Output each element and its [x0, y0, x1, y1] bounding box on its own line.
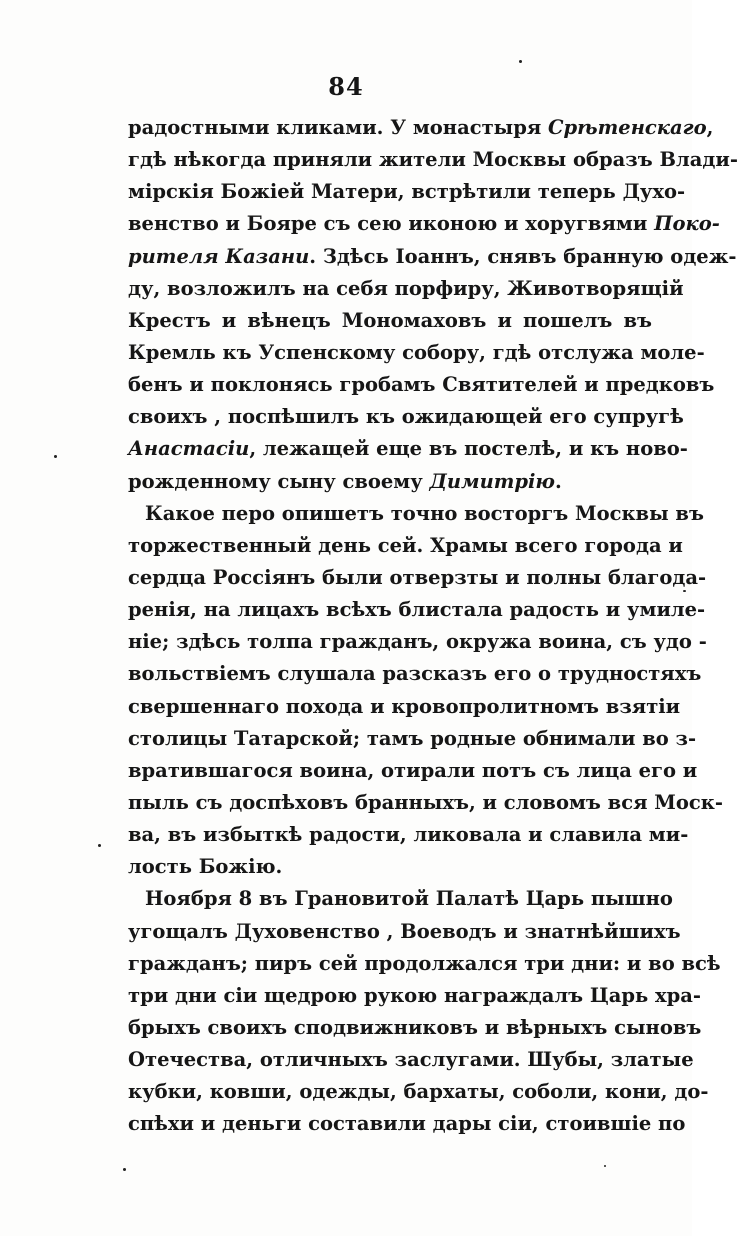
text-line: [128, 498, 704, 530]
text-run: свершеннаго похода и кровопролитномъ взятіи: [128, 694, 681, 718]
text-run: сердца Россіянъ были отверзты и полны благода-: [128, 565, 707, 589]
body-text: [128, 112, 738, 1141]
print-speck: [98, 844, 101, 847]
text-line: [128, 723, 697, 755]
italic-run: Димитрію: [429, 469, 555, 493]
text-line: [128, 176, 686, 208]
text-line: [128, 144, 738, 176]
text-run: брыхъ своихъ сподвижниковъ и вѣрныхъ сыновъ: [128, 1015, 702, 1039]
text-line: [128, 916, 681, 948]
print-speck: [54, 455, 57, 458]
page-number: 84: [328, 72, 364, 101]
text-run: столицы Татарской; тамъ родные обнимали во з-: [128, 726, 697, 750]
text-run: торжественный день сей. Храмы всего города и: [128, 533, 683, 557]
text-run: ,: [706, 116, 714, 139]
text-line: [128, 1108, 686, 1140]
text-run: своихъ , поспѣшилъ къ ожидающей его супругѣ: [128, 405, 684, 429]
text-line: [128, 112, 714, 144]
print-speck: [683, 590, 686, 592]
text-line: [128, 337, 705, 369]
text-run: ніе; здѣсь толпа гражданъ, окружа воина, съ удо -: [128, 630, 707, 654]
text-line: [128, 948, 721, 980]
text-run: Отечества, отличныхъ заслугами. Шубы, злaтые: [128, 1048, 694, 1072]
text-run: , лежащей еще въ постелѣ, и къ ново-: [249, 437, 688, 461]
text-run: спѣхи и деньги составили дары сіи, стоившіе по: [128, 1112, 686, 1136]
text-run: Кремль къ Успенскому собору, гдѣ отслужа моле-: [128, 340, 705, 364]
text-line: [128, 562, 707, 594]
print-speck: [123, 1168, 126, 1171]
text-line: [128, 1076, 709, 1108]
text-run: гражданъ; пиръ сей продолжался три дни: и во всѣ: [128, 951, 721, 975]
text-line: [128, 594, 706, 626]
text-run: ду, возложилъ на себя порфиру, Животворящій: [128, 276, 684, 300]
italic-run: рителя Казани: [128, 244, 310, 268]
text-run: кубки, ковши, одежды, бархаты, соболи, кони, до-: [128, 1080, 709, 1104]
text-run: Крестъ и вѣнецъ Мономаховъ и пошелъ въ: [128, 308, 652, 332]
text-run: три дни сіи щедрою рукою награждалъ Царь хра-: [128, 983, 702, 1007]
text-run: вольствіемъ слушала разсказъ его о трудностяхъ: [128, 662, 702, 686]
text-line: [128, 1044, 694, 1076]
text-line: [128, 658, 702, 690]
text-run: гдѣ нѣкогда приняли жители Москвы образъ Влади-: [128, 148, 738, 172]
text-line: [128, 691, 681, 723]
italic-run: Поко-: [654, 212, 720, 236]
italic-run: Срѣтенскаго: [548, 116, 707, 139]
text-line: [128, 819, 689, 851]
text-run: ренія, на лицахъ всѣхъ блистала радость и умиле-: [128, 598, 706, 622]
text-run: рожденному сыну своему: [128, 469, 430, 493]
text-line: [128, 401, 684, 433]
text-run: вратившагося воина, отирали потъ съ лица его и: [128, 758, 698, 782]
text-line: [128, 466, 652, 498]
text-run: . Здѣсь Іоаннъ, снявъ бранную одеж-: [309, 244, 737, 268]
text-line: [128, 369, 715, 401]
text-line: [128, 1012, 702, 1044]
text-line: [128, 851, 652, 883]
text-run: венство и Бояре съ сею иконою и хоругвями: [128, 212, 655, 236]
text-run: лость Божію.: [128, 855, 283, 879]
italic-run: Анастасіи: [128, 437, 250, 461]
text-run: .: [554, 469, 562, 493]
text-line: [128, 305, 652, 337]
text-line: [128, 241, 737, 273]
text-line: [128, 755, 698, 787]
text-run: радостными кликами. У монастыря: [128, 116, 549, 139]
text-run: пыль съ доспѣховъ бранныхъ, и словомъ вся Моск-: [128, 790, 723, 814]
print-speck: [604, 1165, 606, 1167]
text-line: [128, 208, 720, 240]
text-run: Какое перо опишетъ точно восторгъ Москвы въ: [145, 501, 704, 525]
text-run: ва, въ избыткѣ радости, ликовала и славила ми-: [128, 823, 689, 847]
text-line: [128, 273, 684, 305]
text-line: [128, 530, 683, 562]
text-line: [128, 883, 673, 915]
text-line: [128, 980, 702, 1012]
text-line: [128, 433, 688, 465]
text-run: мірскія Божіей Матери, встрѣтили теперь Духо-: [128, 180, 686, 204]
text-run: бенъ и поклонясь гробамъ Святителей и предковъ: [128, 373, 715, 397]
text-run: угощалъ Духовенство , Воеводъ и знатнѣйшихъ: [128, 919, 681, 943]
text-run: Ноября 8 въ Грановитой Палатѣ Царь пышно: [145, 887, 673, 911]
text-line: [128, 787, 723, 819]
print-speck: [519, 60, 522, 63]
text-line: [128, 626, 707, 658]
